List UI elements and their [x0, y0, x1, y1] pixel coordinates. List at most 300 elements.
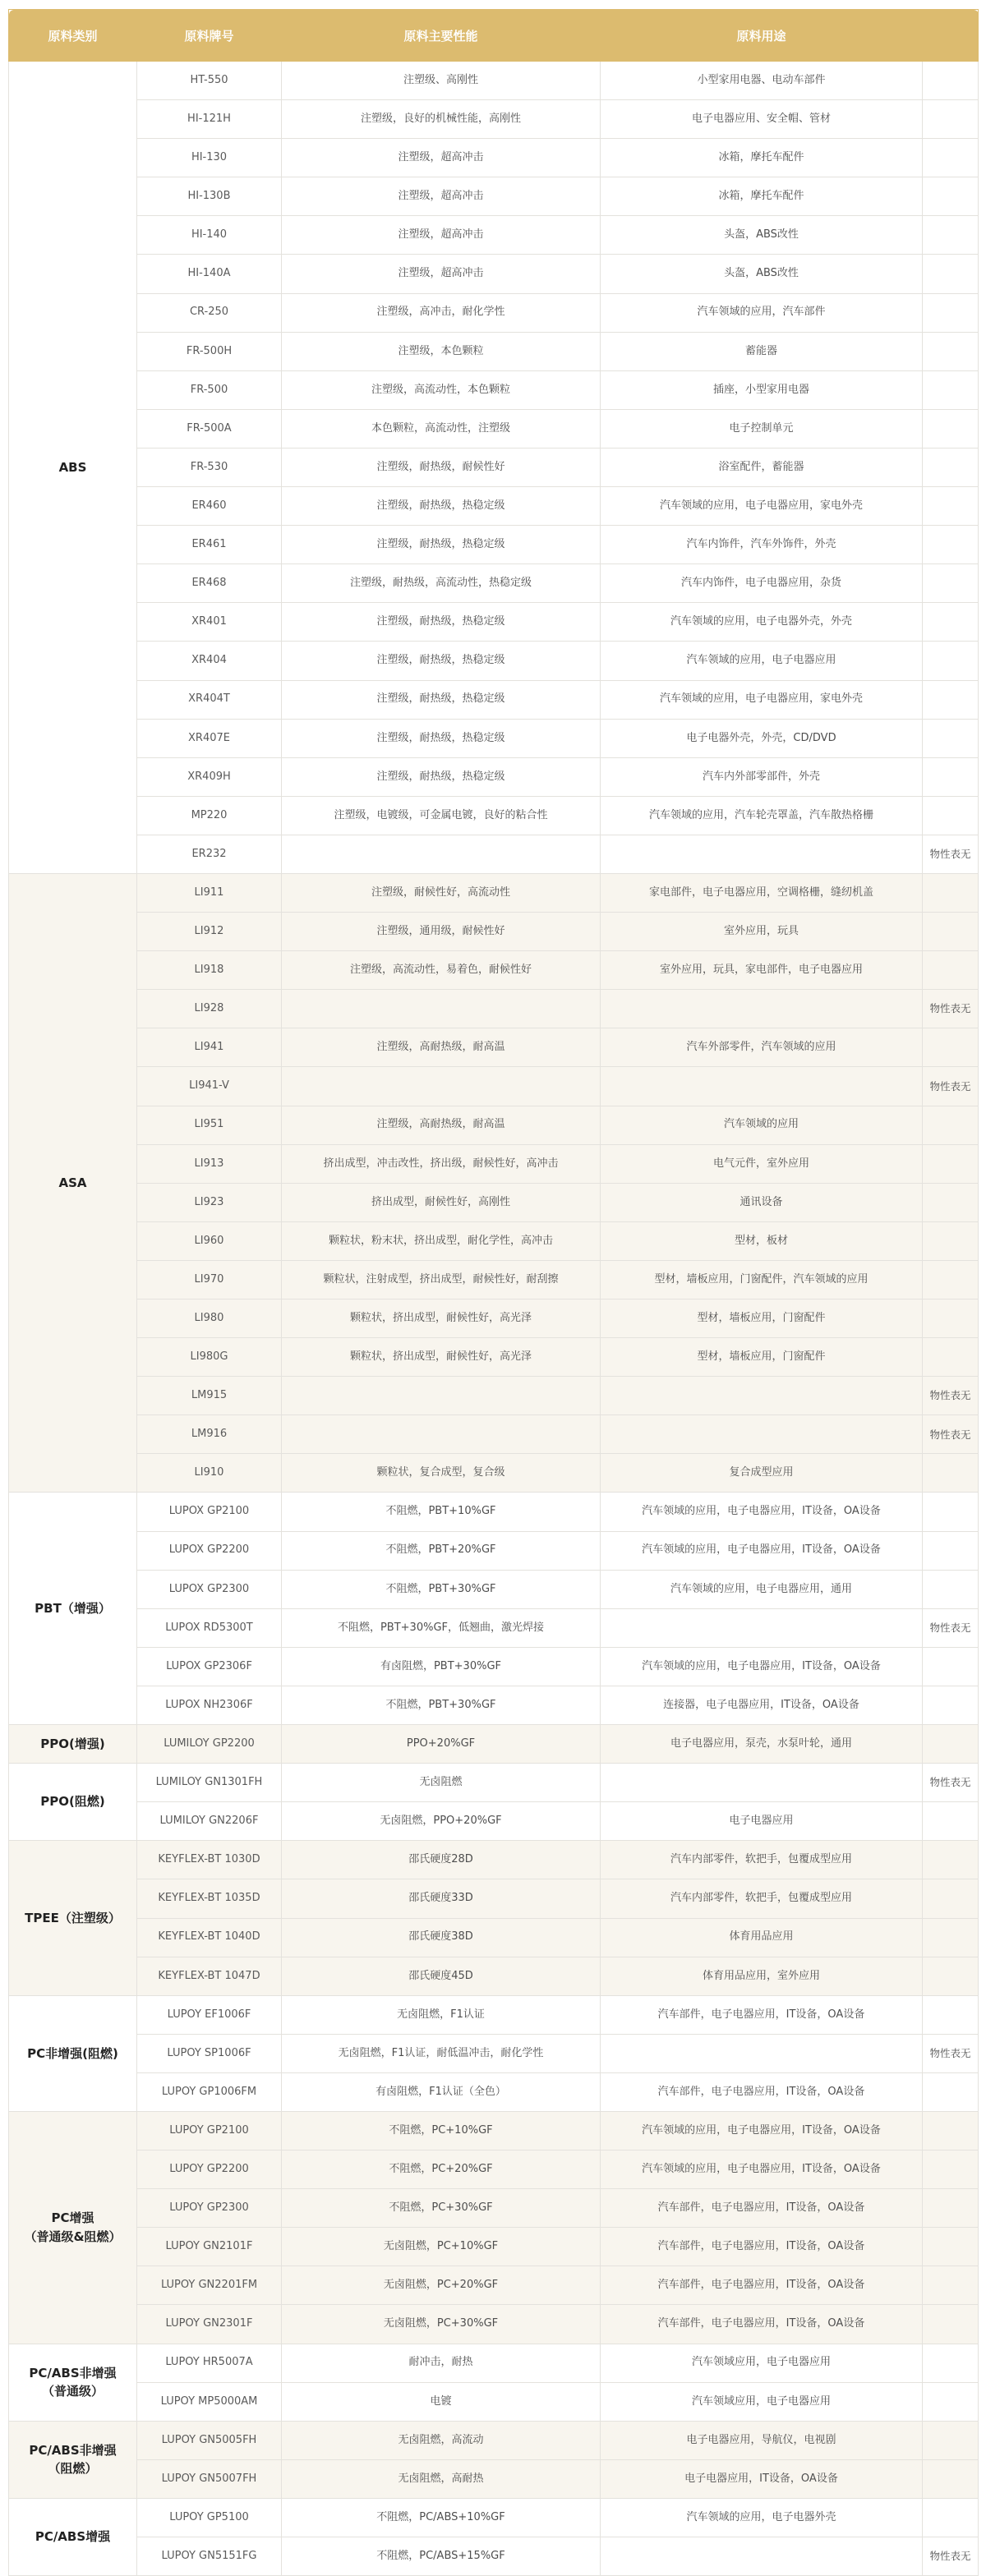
properties-cell: 不阻燃，PBT+30%GF，低翘曲，激光焊接	[282, 1608, 601, 1647]
table-row	[9, 1957, 979, 1995]
note-cell	[923, 1879, 979, 1918]
applications-cell: 型材，墙板应用，门窗配件，汽车领域的应用	[601, 1260, 923, 1299]
table-row	[9, 1918, 979, 1957]
table-row	[9, 1183, 979, 1221]
properties-cell: 不阻燃，PC+20%GF	[282, 2150, 601, 2189]
applications-cell: 室外应用，玩具	[601, 913, 923, 951]
grade-cell: HI-130	[137, 139, 282, 177]
properties-cell: 无卤阻燃	[282, 1764, 601, 1802]
table-row	[9, 2382, 979, 2421]
applications-cell: 体育用品应用，室外应用	[601, 1957, 923, 1995]
grade-cell: FR-500H	[137, 332, 282, 370]
grade-cell: LUPOX GP2306F	[137, 1647, 282, 1686]
category-cell: PPO(增强)	[9, 1725, 137, 1764]
properties-cell: 挤出成型，耐候性好，高刚性	[282, 1183, 601, 1221]
applications-cell: 汽车领域的应用，电子电器应用，家电外壳	[601, 680, 923, 719]
table-row	[9, 1725, 979, 1764]
table-row	[9, 448, 979, 486]
table-row	[9, 873, 979, 912]
grade-cell: LUPOY GP2300	[137, 2189, 282, 2228]
note-cell	[923, 2344, 979, 2382]
note-cell	[923, 642, 979, 680]
note-cell	[923, 1802, 979, 1841]
applications-cell: 体育用品应用	[601, 1918, 923, 1957]
grade-cell: XR401	[137, 603, 282, 642]
category-cell: TPEE（注塑级）	[9, 1841, 137, 1995]
category-cell: PC/ABS非增强 （阻燃）	[9, 2421, 137, 2498]
grade-cell: FR-530	[137, 448, 282, 486]
applications-cell: 型材，墙板应用，门窗配件	[601, 1338, 923, 1377]
table-row	[9, 1764, 979, 1802]
grade-cell: LI918	[137, 951, 282, 990]
properties-cell: 有卤阻燃，PBT+30%GF	[282, 1647, 601, 1686]
properties-cell: 不阻燃，PBT+30%GF	[282, 1686, 601, 1724]
properties-cell: 注塑级，高耐热级，耐高温	[282, 1028, 601, 1067]
properties-cell	[282, 835, 601, 873]
grade-cell: LUPOX NH2306F	[137, 1686, 282, 1724]
properties-cell: 耐冲击，耐热	[282, 2344, 601, 2382]
note-cell	[923, 913, 979, 951]
table-row	[9, 913, 979, 951]
grade-cell: LUPOY GN2301F	[137, 2305, 282, 2344]
note-cell	[923, 1183, 979, 1221]
properties-cell: 不阻燃，PBT+20%GF	[282, 1531, 601, 1570]
applications-cell: 复合成型应用	[601, 1454, 923, 1493]
applications-cell: 头盔，ABS改性	[601, 255, 923, 293]
grade-cell: CR-250	[137, 293, 282, 332]
note-cell	[923, 139, 979, 177]
grade-cell: HI-140	[137, 216, 282, 255]
properties-cell: 颗粒状，挤出成型，耐候性好，高光泽	[282, 1338, 601, 1377]
table-row	[9, 1493, 979, 1531]
properties-cell: 无卤阻燃，PPO+20%GF	[282, 1802, 601, 1841]
grade-cell: LI980G	[137, 1338, 282, 1377]
properties-cell: 邵氏硬度45D	[282, 1957, 601, 1995]
properties-cell: 不阻燃，PC+30%GF	[282, 2189, 601, 2228]
applications-cell	[601, 1415, 923, 1454]
table-row	[9, 139, 979, 177]
properties-cell: 不阻燃，PC+10%GF	[282, 2111, 601, 2150]
note-cell	[923, 2150, 979, 2189]
properties-cell: 颗粒状，注射成型，挤出成型，耐候性好，耐刮擦	[282, 1260, 601, 1299]
note-cell	[923, 255, 979, 293]
table-row	[9, 1608, 979, 1647]
table-row	[9, 1415, 979, 1454]
note-cell	[923, 100, 979, 139]
note-cell	[923, 1028, 979, 1067]
note-cell	[923, 293, 979, 332]
table-row	[9, 2498, 979, 2537]
table-row	[9, 1028, 979, 1067]
table-row	[9, 1995, 979, 2034]
applications-cell: 浴室配件，蓄能器	[601, 448, 923, 486]
note-cell	[923, 2228, 979, 2266]
properties-cell: 无卤阻燃，F1认证	[282, 1995, 601, 2034]
table-row	[9, 680, 979, 719]
table-row	[9, 62, 979, 100]
table-row	[9, 835, 979, 873]
properties-cell: 注塑级，电镀级，可金属电镀，良好的粘合性	[282, 796, 601, 835]
applications-cell: 汽车领域的应用，电子电器应用，IT设备，OA设备	[601, 1647, 923, 1686]
grade-cell: LUPOX GP2200	[137, 1531, 282, 1570]
table-row	[9, 1067, 979, 1106]
table-row	[9, 2537, 979, 2576]
applications-cell: 电子电器应用，IT设备，OA设备	[601, 2459, 923, 2498]
table-row	[9, 564, 979, 603]
applications-cell: 电子电器应用	[601, 1802, 923, 1841]
note-cell: 物性表无	[923, 990, 979, 1028]
grade-cell: LI980	[137, 1300, 282, 1338]
note-cell: 物性表无	[923, 1764, 979, 1802]
table-row	[9, 1377, 979, 1415]
table-row	[9, 796, 979, 835]
properties-cell: 注塑级，超高冲击	[282, 216, 601, 255]
header-note	[923, 10, 979, 62]
grade-cell: XR409H	[137, 757, 282, 796]
materials-table-container	[8, 9, 978, 2576]
table-row	[9, 2111, 979, 2150]
grade-cell: LUPOY GN2101F	[137, 2228, 282, 2266]
grade-cell: LUPOY GP1006FM	[137, 2072, 282, 2111]
applications-cell: 汽车领域的应用，汽车轮壳罩盖，汽车散热格栅	[601, 796, 923, 835]
grade-cell: LI951	[137, 1106, 282, 1144]
properties-cell: 无卤阻燃，PC+10%GF	[282, 2228, 601, 2266]
note-cell	[923, 62, 979, 100]
applications-cell: 汽车领域应用，电子电器应用	[601, 2382, 923, 2421]
grade-cell: LI923	[137, 1183, 282, 1221]
properties-cell: 颗粒状，复合成型，复合级	[282, 1454, 601, 1493]
grade-cell: LI928	[137, 990, 282, 1028]
applications-cell: 汽车领域的应用，电子电器应用，IT设备，OA设备	[601, 1493, 923, 1531]
properties-cell: 挤出成型，冲击改性，挤出级，耐候性好，高冲击	[282, 1144, 601, 1183]
properties-cell: 邵氏硬度33D	[282, 1879, 601, 1918]
properties-cell: 无卤阻燃，高流动	[282, 2421, 601, 2459]
table-row	[9, 1570, 979, 1608]
properties-cell: 注塑级，良好的机械性能，高刚性	[282, 100, 601, 139]
applications-cell: 电子控制单元	[601, 409, 923, 448]
properties-cell: PPO+20%GF	[282, 1725, 601, 1764]
table-row	[9, 951, 979, 990]
table-row	[9, 1300, 979, 1338]
applications-cell: 室外应用，玩具，家电部件，电子电器应用	[601, 951, 923, 990]
note-cell	[923, 1841, 979, 1879]
table-row	[9, 332, 979, 370]
category-cell: PPO(阻燃)	[9, 1764, 137, 1841]
properties-cell: 无卤阻燃，PC+30%GF	[282, 2305, 601, 2344]
grade-cell: HI-140A	[137, 255, 282, 293]
table-row	[9, 1879, 979, 1918]
note-cell	[923, 2382, 979, 2421]
note-cell: 物性表无	[923, 1415, 979, 1454]
grade-cell: HI-130B	[137, 177, 282, 216]
table-row	[9, 1841, 979, 1879]
applications-cell: 汽车部件，电子电器应用，IT设备，OA设备	[601, 2228, 923, 2266]
applications-cell: 汽车领域的应用，电子电器应用，IT设备，OA设备	[601, 1531, 923, 1570]
applications-cell: 汽车内外部零部件，外壳	[601, 757, 923, 796]
applications-cell: 汽车领域的应用，汽车部件	[601, 293, 923, 332]
grade-cell: FR-500A	[137, 409, 282, 448]
properties-cell: 不阻燃，PC/ABS+15%GF	[282, 2537, 601, 2576]
applications-cell: 汽车领域的应用，电子电器外壳，外壳	[601, 603, 923, 642]
note-cell	[923, 2459, 979, 2498]
properties-cell: 无卤阻燃，F1认证，耐低温冲击，耐化学性	[282, 2034, 601, 2072]
note-cell	[923, 564, 979, 603]
note-cell	[923, 1454, 979, 1493]
table-row	[9, 409, 979, 448]
note-cell	[923, 177, 979, 216]
note-cell: 物性表无	[923, 2537, 979, 2576]
applications-cell: 头盔，ABS改性	[601, 216, 923, 255]
table-row	[9, 1144, 979, 1183]
grade-cell: LI910	[137, 1454, 282, 1493]
grade-cell: HI-121H	[137, 100, 282, 139]
note-cell	[923, 719, 979, 757]
properties-cell: 注塑级，通用级，耐候性好	[282, 913, 601, 951]
properties-cell: 电镀	[282, 2382, 601, 2421]
properties-cell: 本色颗粒，高流动性，注塑级	[282, 409, 601, 448]
grade-cell: LI941	[137, 1028, 282, 1067]
properties-cell: 注塑级，耐候性好，高流动性	[282, 873, 601, 912]
properties-cell: 不阻燃，PC/ABS+10%GF	[282, 2498, 601, 2537]
note-cell	[923, 370, 979, 409]
note-cell: 物性表无	[923, 1067, 979, 1106]
table-row	[9, 642, 979, 680]
note-cell	[923, 603, 979, 642]
note-cell	[923, 216, 979, 255]
applications-cell	[601, 1377, 923, 1415]
grade-cell: KEYFLEX-BT 1047D	[137, 1957, 282, 1995]
properties-cell: 注塑级、高刚性	[282, 62, 601, 100]
properties-cell: 注塑级，耐热级，热稳定级	[282, 680, 601, 719]
applications-cell: 汽车领域应用，电子电器应用	[601, 2344, 923, 2382]
table-row	[9, 526, 979, 564]
note-cell	[923, 1570, 979, 1608]
note-cell: 物性表无	[923, 1377, 979, 1415]
table-row	[9, 100, 979, 139]
note-cell	[923, 680, 979, 719]
grade-cell: LUPOY GP2200	[137, 2150, 282, 2189]
applications-cell	[601, 1608, 923, 1647]
note-cell: 物性表无	[923, 1608, 979, 1647]
table-row	[9, 2189, 979, 2228]
note-cell	[923, 2111, 979, 2150]
properties-cell: 无卤阻燃，高耐热	[282, 2459, 601, 2498]
note-cell	[923, 2421, 979, 2459]
note-cell	[923, 1995, 979, 2034]
grade-cell: XR404	[137, 642, 282, 680]
table-row	[9, 487, 979, 526]
grade-cell: XR404T	[137, 680, 282, 719]
table-row	[9, 2459, 979, 2498]
applications-cell: 型材，板材	[601, 1221, 923, 1260]
table-header	[9, 10, 979, 62]
table-row	[9, 2266, 979, 2305]
table-row	[9, 757, 979, 796]
grade-cell: HT-550	[137, 62, 282, 100]
grade-cell: LM915	[137, 1377, 282, 1415]
grade-cell: ER461	[137, 526, 282, 564]
properties-cell: 注塑级，高流动性，易着色，耐候性好	[282, 951, 601, 990]
table-row	[9, 1221, 979, 1260]
note-cell	[923, 796, 979, 835]
applications-cell: 冰箱，摩托车配件	[601, 139, 923, 177]
grade-cell: LUPOY SP1006F	[137, 2034, 282, 2072]
note-cell	[923, 1260, 979, 1299]
applications-cell: 汽车部件，电子电器应用，IT设备，OA设备	[601, 2305, 923, 2344]
table-row	[9, 1802, 979, 1841]
note-cell	[923, 409, 979, 448]
grade-cell: LUPOY HR5007A	[137, 2344, 282, 2382]
properties-cell: 注塑级，耐热级，热稳定级	[282, 603, 601, 642]
properties-cell: 注塑级，耐热级，热稳定级	[282, 719, 601, 757]
table-row	[9, 2150, 979, 2189]
table-row	[9, 2305, 979, 2344]
category-cell: ASA	[9, 873, 137, 1493]
grade-cell: ER232	[137, 835, 282, 873]
note-cell	[923, 2189, 979, 2228]
note-cell	[923, 1531, 979, 1570]
note-cell	[923, 757, 979, 796]
materials-table	[8, 9, 979, 2576]
properties-cell: 注塑级，高耐热级，耐高温	[282, 1106, 601, 1144]
header-applications: 原料用途	[601, 10, 923, 62]
note-cell	[923, 1957, 979, 1995]
grade-cell: LM916	[137, 1415, 282, 1454]
header-row	[9, 10, 979, 62]
grade-cell: XR407E	[137, 719, 282, 757]
applications-cell: 电子电器外壳，外壳，CD/DVD	[601, 719, 923, 757]
properties-cell: 注塑级，耐热级，热稳定级	[282, 757, 601, 796]
applications-cell	[601, 2537, 923, 2576]
table-row	[9, 2228, 979, 2266]
table-row	[9, 1338, 979, 1377]
properties-cell: 不阻燃，PBT+10%GF	[282, 1493, 601, 1531]
grade-cell: LI911	[137, 873, 282, 912]
applications-cell: 汽车领域的应用，电子电器应用，通用	[601, 1570, 923, 1608]
grade-cell: LUPOY GN2201FM	[137, 2266, 282, 2305]
properties-cell: 注塑级，高流动性，本色颗粒	[282, 370, 601, 409]
note-cell: 物性表无	[923, 2034, 979, 2072]
note-cell	[923, 1647, 979, 1686]
applications-cell	[601, 835, 923, 873]
applications-cell: 汽车内部零件，软把手，包覆成型应用	[601, 1879, 923, 1918]
category-cell: PC/ABS增强	[9, 2498, 137, 2575]
applications-cell: 汽车领域的应用，电子电器应用	[601, 642, 923, 680]
applications-cell: 汽车领域的应用，电子电器应用，IT设备，OA设备	[601, 2150, 923, 2189]
table-row	[9, 603, 979, 642]
note-cell	[923, 1493, 979, 1531]
grade-cell: KEYFLEX-BT 1030D	[137, 1841, 282, 1879]
properties-cell	[282, 1415, 601, 1454]
applications-cell: 型材，墙板应用，门窗配件	[601, 1300, 923, 1338]
grade-cell: LI912	[137, 913, 282, 951]
applications-cell: 汽车领域的应用，电子电器应用，IT设备，OA设备	[601, 2111, 923, 2150]
properties-cell: 注塑级，超高冲击	[282, 139, 601, 177]
applications-cell: 汽车领域的应用，电子电器外壳	[601, 2498, 923, 2537]
table-row	[9, 2072, 979, 2111]
properties-cell: 无卤阻燃，PC+20%GF	[282, 2266, 601, 2305]
grade-cell: LUPOY GN5151FG	[137, 2537, 282, 2576]
applications-cell: 蓄能器	[601, 332, 923, 370]
note-cell	[923, 1221, 979, 1260]
applications-cell	[601, 1067, 923, 1106]
table-row	[9, 1531, 979, 1570]
grade-cell: ER468	[137, 564, 282, 603]
properties-cell: 注塑级，超高冲击	[282, 177, 601, 216]
grade-cell: LUMILOY GN2206F	[137, 1802, 282, 1841]
applications-cell: 汽车内饰件，汽车外饰件，外壳	[601, 526, 923, 564]
applications-cell	[601, 2034, 923, 2072]
note-cell	[923, 2305, 979, 2344]
properties-cell: 注塑级，耐热级，热稳定级	[282, 487, 601, 526]
applications-cell: 汽车部件，电子电器应用，IT设备，OA设备	[601, 2266, 923, 2305]
table-row	[9, 1647, 979, 1686]
table-body	[9, 62, 979, 2576]
properties-cell	[282, 990, 601, 1028]
grade-cell: LUPOX GP2100	[137, 1493, 282, 1531]
grade-cell: FR-500	[137, 370, 282, 409]
category-cell: PC非增强(阻燃)	[9, 1995, 137, 2111]
applications-cell: 汽车外部零件，汽车领域的应用	[601, 1028, 923, 1067]
table-row	[9, 719, 979, 757]
properties-cell: 注塑级，超高冲击	[282, 255, 601, 293]
table-row	[9, 370, 979, 409]
applications-cell: 插座，小型家用电器	[601, 370, 923, 409]
applications-cell: 电子电器应用、安全帽、管材	[601, 100, 923, 139]
grade-cell: LI960	[137, 1221, 282, 1260]
grade-cell: KEYFLEX-BT 1040D	[137, 1918, 282, 1957]
grade-cell: LUPOY GP5100	[137, 2498, 282, 2537]
properties-cell: 注塑级，本色颗粒	[282, 332, 601, 370]
note-cell	[923, 2498, 979, 2537]
table-row	[9, 1686, 979, 1724]
note-cell	[923, 332, 979, 370]
grade-cell: MP220	[137, 796, 282, 835]
table-row	[9, 2421, 979, 2459]
applications-cell: 电气元件，室外应用	[601, 1144, 923, 1183]
note-cell	[923, 448, 979, 486]
properties-cell: 邵氏硬度38D	[282, 1918, 601, 1957]
table-row	[9, 1454, 979, 1493]
note-cell	[923, 1918, 979, 1957]
table-row	[9, 990, 979, 1028]
applications-cell: 冰箱，摩托车配件	[601, 177, 923, 216]
applications-cell: 小型家用电器、电动车部件	[601, 62, 923, 100]
note-cell	[923, 2266, 979, 2305]
table-row	[9, 293, 979, 332]
grade-cell: LUPOX RD5300T	[137, 1608, 282, 1647]
note-cell	[923, 1144, 979, 1183]
header-grade: 原料牌号	[137, 10, 282, 62]
applications-cell	[601, 990, 923, 1028]
applications-cell: 汽车领域的应用	[601, 1106, 923, 1144]
table-row	[9, 2034, 979, 2072]
grade-cell: LUMILOY GN1301FH	[137, 1764, 282, 1802]
grade-cell: LI913	[137, 1144, 282, 1183]
properties-cell: 注塑级，耐热级，耐候性好	[282, 448, 601, 486]
applications-cell: 汽车部件，电子电器应用，IT设备，OA设备	[601, 2072, 923, 2111]
applications-cell: 家电部件，电子电器应用，空调格栅，缝纫机盖	[601, 873, 923, 912]
note-cell	[923, 2072, 979, 2111]
grade-cell: LUPOX GP2300	[137, 1570, 282, 1608]
header-category: 原料类别	[9, 10, 137, 62]
applications-cell: 通讯设备	[601, 1183, 923, 1221]
category-cell: ABS	[9, 62, 137, 874]
applications-cell: 汽车内饰件，电子电器应用，杂货	[601, 564, 923, 603]
grade-cell: LUMILOY GP2200	[137, 1725, 282, 1764]
grade-cell: LUPOY GN5005FH	[137, 2421, 282, 2459]
properties-cell	[282, 1067, 601, 1106]
